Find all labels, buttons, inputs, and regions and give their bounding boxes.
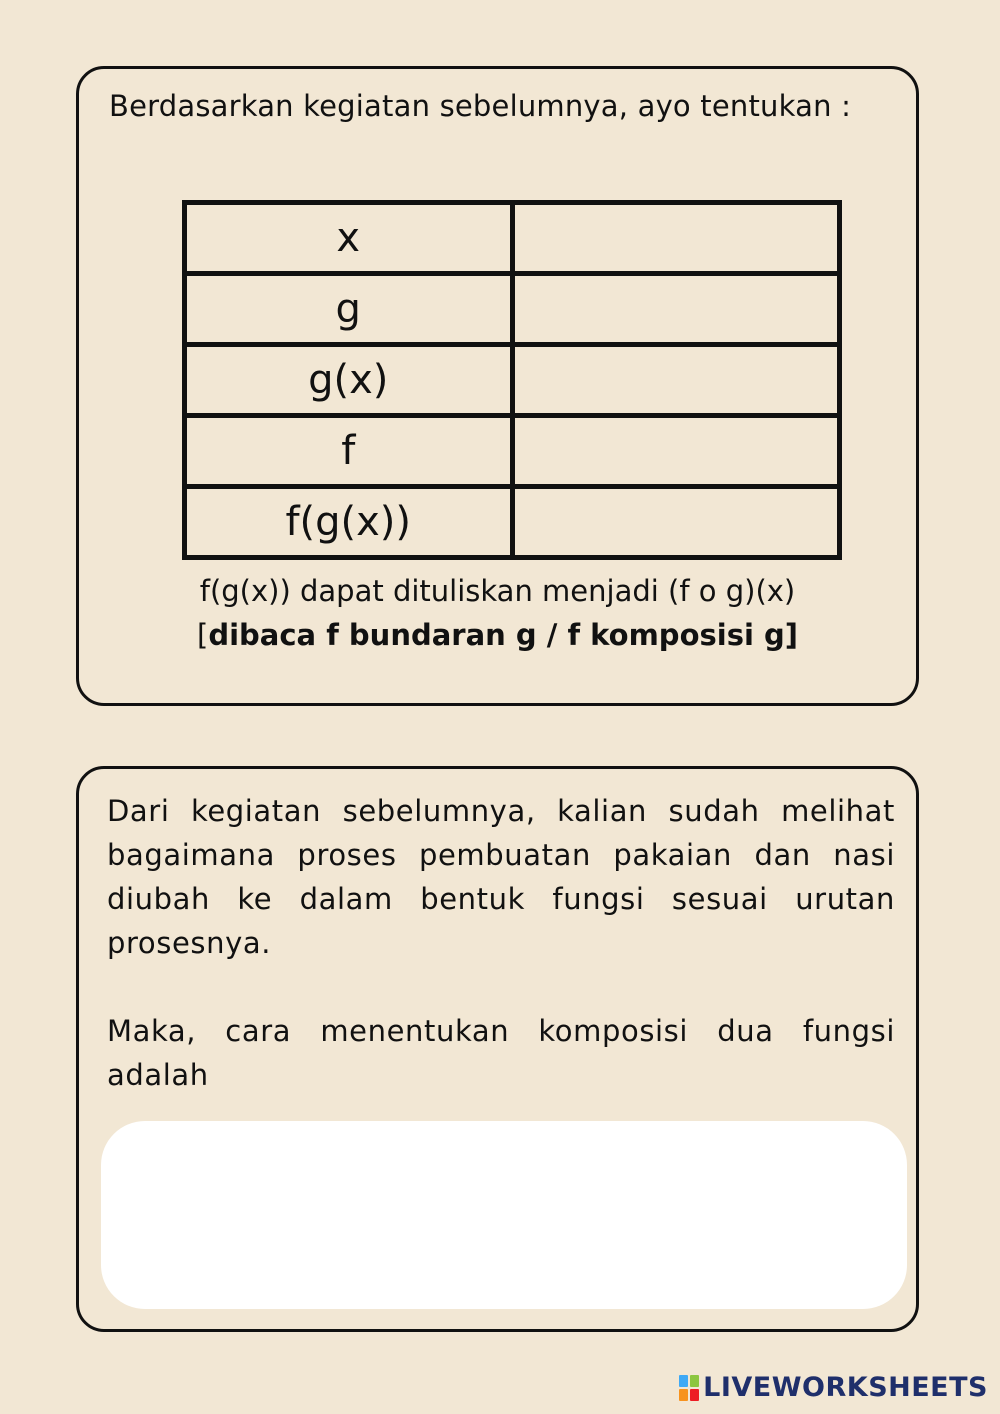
table-row	[185, 416, 840, 487]
explanation-paragraph: Dari kegiatan sebelumnya, kalian sudah melihat bagaimana proses pembuatan pakaian dan nasi diubah ke dalam bentuk fungsi sesuai urutan prosesnya.	[107, 794, 895, 960]
liveworksheets-logo-icon	[679, 1375, 699, 1401]
answer-cell-gx[interactable]	[512, 345, 840, 416]
reading-bold-text: dibaca f bundaran g / f komposisi g	[208, 618, 785, 652]
question-paragraph: Maka, cara menentukan komposisi dua fungsi adalah	[107, 1014, 895, 1092]
row-label-f: f	[185, 416, 513, 487]
composition-table-card	[76, 66, 919, 706]
row-label-x: x	[185, 203, 513, 274]
table-row	[185, 203, 840, 274]
row-label-fgx: f(g(x))	[185, 487, 513, 558]
composition-notation-note: f(g(x)) dapat dituliskan menjadi (f o g)(x)	[199, 574, 796, 608]
composition-table	[182, 200, 842, 560]
bracket-open: [	[196, 618, 209, 652]
answer-cell-fgx[interactable]	[512, 487, 840, 558]
row-label-g: g	[185, 274, 513, 345]
table-row	[185, 345, 840, 416]
liveworksheets-brand	[679, 1372, 988, 1403]
answer-cell-x[interactable]	[512, 203, 840, 274]
composition-reading-note	[79, 618, 916, 652]
bracket-close: ]	[784, 618, 799, 652]
table-row	[185, 487, 840, 558]
answer-cell-f[interactable]	[512, 416, 840, 487]
answer-input-box[interactable]	[101, 1121, 907, 1309]
card-intro-text: Berdasarkan kegiatan sebelumnya, ayo tentukan :	[109, 89, 852, 123]
conclusion-card	[76, 766, 919, 1332]
answer-cell-g[interactable]	[512, 274, 840, 345]
table-row	[185, 274, 840, 345]
row-label-gx: g(x)	[185, 345, 513, 416]
brand-name: LIVEWORKSHEETS	[703, 1372, 988, 1403]
